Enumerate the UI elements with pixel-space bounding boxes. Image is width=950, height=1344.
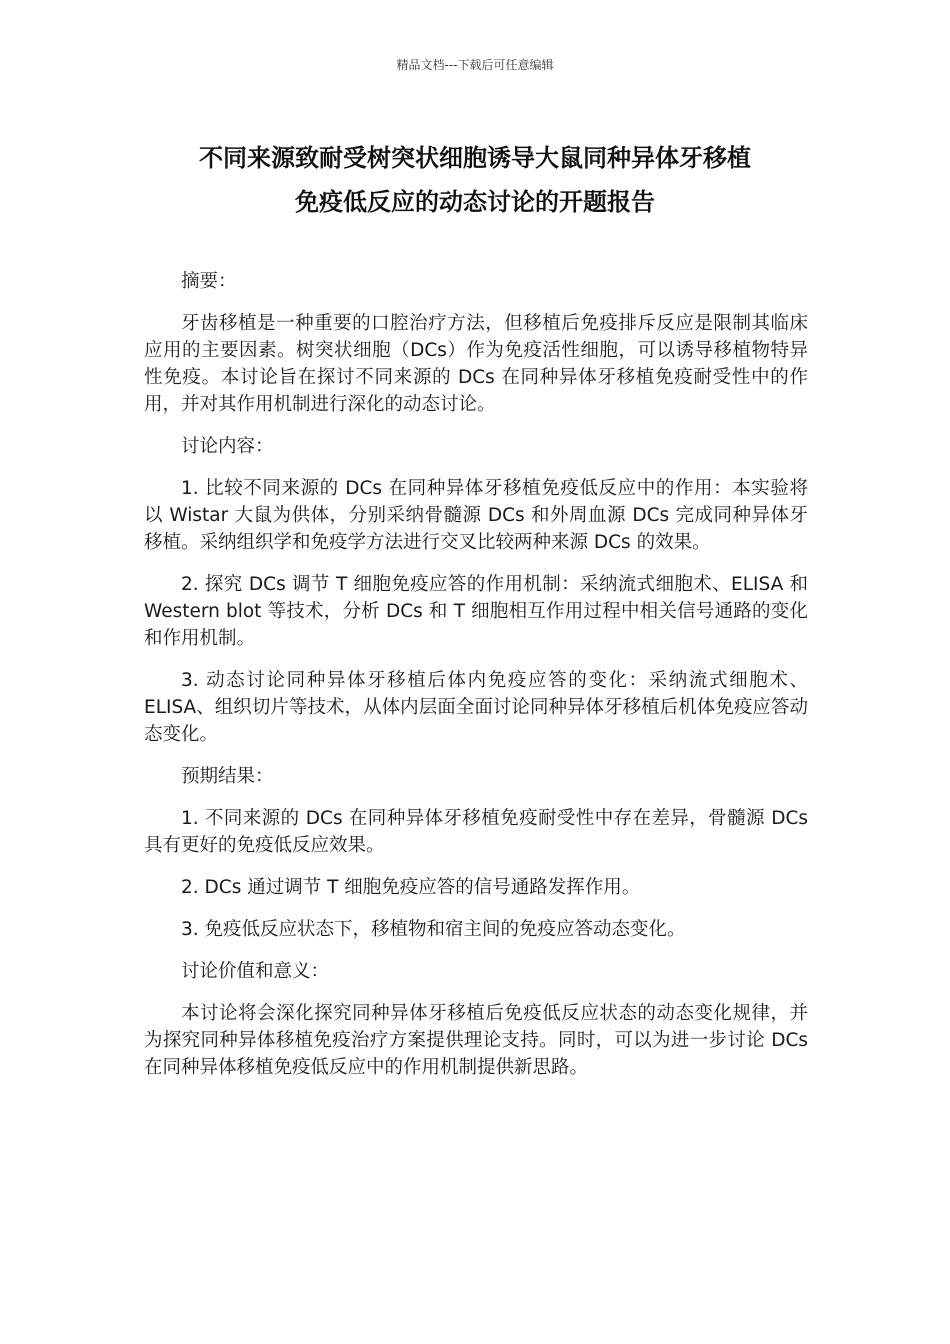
heading-research-content: 讨论内容： (181, 436, 274, 457)
title-line-2: 免疫低反应的动态讨论的开题报告 (295, 188, 655, 216)
heading-significance: 讨论价值和意义： (181, 961, 330, 982)
paragraph-result-2: 2. DCs 通过调节 T 细胞免疫应答的信号通路发挥作用。 (181, 877, 641, 898)
paragraph-result-3: 3. 免疫低反应状态下，移植物和宿主间的免疫应答动态变化。 (181, 919, 686, 940)
paragraph-content-2: 2. 探究 DCs 调节 T 细胞免疫应答的作用机制：采纳流式细胞术、ELISA 和 Western blot 等技术，分析 DCs 和 T 细胞相互作用过程中相关信号通路的变化和作用机制。 (144, 574, 808, 649)
header-note: 精品文档---下载后可任意编辑 (396, 58, 554, 72)
heading-expected-results: 预期结果： (181, 766, 274, 787)
paragraph-significance: 本讨论将会深化探究同种异体牙移植后免疫低反应状态的动态变化规律，并为探究同种异体移植免疫治疗方案提供理论支持。同时，可以为进一步讨论 DCs 在同种异体移植免疫低反应中的作用机制提供新思路。 (144, 1003, 808, 1078)
paragraph-content-3: 3. 动态讨论同种异体牙移植后体内免疫应答的变化：采纳流式细胞术、ELISA、组织切片等技术，从体内层面全面讨论同种异体牙移植后机体免疫应答动态变化。 (144, 670, 808, 745)
paragraph-result-1: 1. 不同来源的 DCs 在同种异体牙移植免疫耐受性中存在差异，骨髓源 DCs 具有更好的免疫低反应效果。 (144, 808, 808, 856)
paragraph-abstract: 牙齿移植是一种重要的口腔治疗方法，但移植后免疫排斥反应是限制其临床应用的主要因素。树突状细胞（DCs）作为免疫活性细胞，可以诱导移植物特异性免疫。本讨论旨在探讨不同来源的 DCs 在同种异体牙移植免疫耐受性中的作用，并对其作用机制进行深化的动态讨论。 (144, 313, 808, 415)
document-title (120, 136, 830, 224)
title-line-1: 不同来源致耐受树突状细胞诱导大鼠同种异体牙移植 (199, 144, 751, 172)
document-body (144, 268, 808, 1096)
heading-abstract: 摘要： (181, 271, 237, 292)
paragraph-content-1: 1. 比较不同来源的 DCs 在同种异体牙移植免疫低反应中的作用：本实验将以 Wistar 大鼠为供体，分别采纳骨髓源 DCs 和外周血源 DCs 完成同种异体牙移植。采纳组织学和免疫学方法进行交叉比较两种来源 DCs 的效果。 (144, 478, 808, 553)
